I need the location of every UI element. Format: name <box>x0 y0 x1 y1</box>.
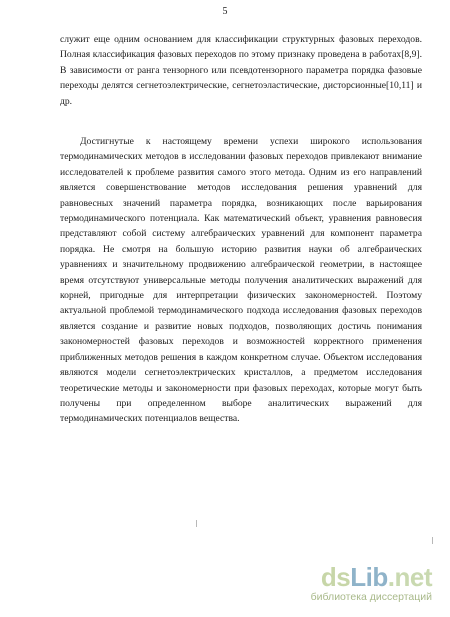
watermark-logo-part: Lib <box>350 562 388 592</box>
watermark-logo-part: ds <box>320 562 351 592</box>
watermark-logo <box>307 564 432 590</box>
watermark-logo-part: .net <box>387 562 432 592</box>
watermark-caption: библиотека диссертаций <box>310 591 432 603</box>
paragraph-1: служит еще одним основанием для классификации структурных фазовых переходов. Полная классификация фазовых переходов по этому признаку проведена в работах[8,9]. В зависимости от ранга тензорного или псевдотензорного параметра порядка фазовые переходы делятся сегнетоэлектрические, сегнетоэластические, дисторсионные[10,11] и др. <box>60 34 422 107</box>
scan-mark <box>432 537 433 544</box>
watermark <box>307 564 432 603</box>
paragraph-2: Достигнутые к настоящему времени успехи широкого использования термодинамических методов в исследовании фазовых переходов привлекают внимание исследователей к проблеме развития самого этого метода. Одним из его направлений является совершенствование методов исследования решения уравнений для равновесных значений параметра порядка, возникающих после варьирования термодинамического потенциала. Как математический объект, уравнения равновесия представляют собой систему алгебраических уравнений для компонент параметра порядка. Не смотря на большую историю развития науки об алгебраических уравнениях и значительному продвижению алгебраической геометрии, в настоящее время отсутствуют универсальные методы получения аналитических выражений для корней, пригодные для интерпретации физических закономерностей. Поэтому актуальной проблемой термодинамического подхода исследования фазовых переходов является создание и развитие новых подходов, позволяющих достичь понимания закономерностей фазовых переходов и возможностей корректного применения приближенных методов решения в каждом конкретном случае. Объектом исследования являются модели сегнетоэлектрических кристаллов, а предметом исследования теоретические методы и закономерности при фазовых переходах, которые могут быть получены при определенном выборе аналитических выражений для термодинамических потенциалов вещества. <box>60 136 422 425</box>
scan-mark <box>196 520 197 527</box>
page-number: 5 <box>222 6 228 17</box>
